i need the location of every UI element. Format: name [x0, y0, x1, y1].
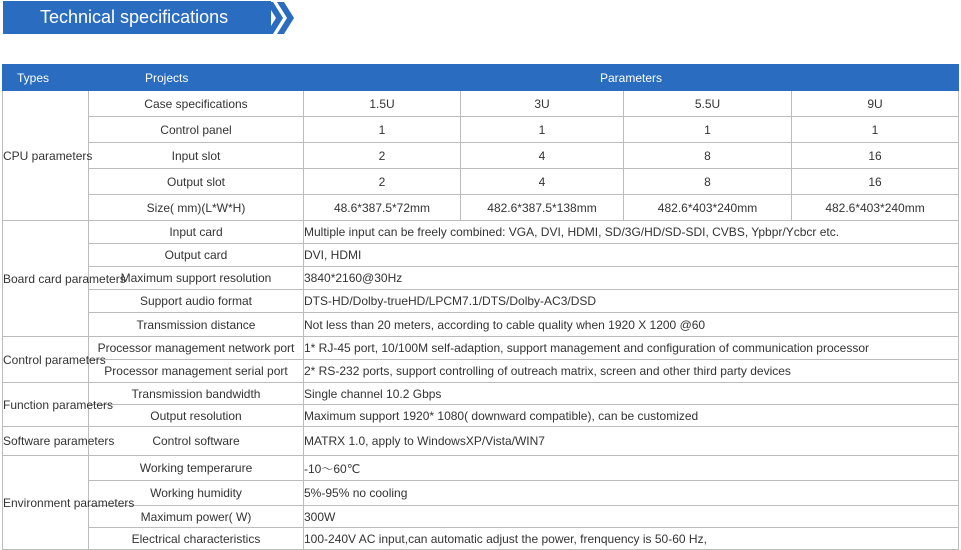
- table-row: [3, 456, 959, 481]
- type-software: Software parameters: [3, 427, 89, 456]
- value-cell: Single channel 10.2 Gbps: [304, 383, 959, 405]
- header-types: Types: [3, 65, 89, 91]
- value-cell: 5%-95% no cooling: [304, 481, 959, 506]
- type-control: Control parameters: [3, 337, 89, 383]
- table-row: [3, 313, 959, 337]
- value-cell: 48.6*387.5*72mm: [304, 195, 461, 221]
- project-cell: Electrical characteristics: [89, 528, 304, 550]
- table-row: [3, 117, 959, 143]
- table-row: [3, 290, 959, 313]
- table-header-row: [3, 65, 959, 91]
- table-row: [3, 528, 959, 550]
- table-row: [3, 267, 959, 290]
- type-environment: Environment parameters: [3, 456, 89, 550]
- value-cell: 1: [461, 117, 624, 143]
- project-cell: Processor management network port: [89, 337, 304, 360]
- table-row: [3, 427, 959, 456]
- project-cell: Case specifications: [89, 91, 304, 117]
- table-row: [3, 169, 959, 195]
- value-cell: Not less than 20 meters, according to cable quality when 1920 X 1200 @60: [304, 313, 959, 337]
- table-row: [3, 506, 959, 528]
- project-cell: Working humidity: [89, 481, 304, 506]
- value-cell: 3U: [461, 91, 624, 117]
- value-cell: 482.6*387.5*138mm: [461, 195, 624, 221]
- project-cell: Input card: [89, 221, 304, 244]
- value-cell: 1: [304, 117, 461, 143]
- project-cell: Maximum power( W): [89, 506, 304, 528]
- project-cell: Transmission bandwidth: [89, 383, 304, 405]
- project-cell: Output slot: [89, 169, 304, 195]
- value-cell: 482.6*403*240mm: [792, 195, 959, 221]
- value-cell: 300W: [304, 506, 959, 528]
- value-cell: 5.5U: [624, 91, 792, 117]
- value-cell: 2: [304, 143, 461, 169]
- table-row: [3, 360, 959, 383]
- value-cell: 8: [624, 169, 792, 195]
- project-cell: Output resolution: [89, 405, 304, 427]
- value-cell: DVI, HDMI: [304, 244, 959, 267]
- table-row: [3, 405, 959, 427]
- value-cell: 100-240V AC input,can automatic adjust the power, frenquency is 50-60 Hz,: [304, 528, 959, 550]
- value-cell: 4: [461, 169, 624, 195]
- section-title: Technical specifications: [40, 7, 229, 27]
- value-cell: 1: [624, 117, 792, 143]
- value-cell: 1: [792, 117, 959, 143]
- value-cell: DTS-HD/Dolby-trueHD/LPCM7.1/DTS/Dolby-AC3/DSD: [304, 290, 959, 313]
- project-cell: Maximum support resolution: [89, 267, 304, 290]
- header-parameters: Parameters: [304, 65, 959, 91]
- project-cell: Processor management serial port: [89, 360, 304, 383]
- value-cell: 1.5U: [304, 91, 461, 117]
- value-cell: 1* RJ-45 port, 10/100M self-adaption, support management and configuration of communication processor: [304, 337, 959, 360]
- value-cell: 16: [792, 143, 959, 169]
- project-cell: Input slot: [89, 143, 304, 169]
- table-row: [3, 337, 959, 360]
- table-row: [3, 221, 959, 244]
- table-row: [3, 244, 959, 267]
- table-row: [3, 143, 959, 169]
- section-banner: [3, 1, 271, 34]
- value-cell: 9U: [792, 91, 959, 117]
- type-function: Function parameters: [3, 383, 89, 427]
- table-row: [3, 195, 959, 221]
- project-cell: Output card: [89, 244, 304, 267]
- project-cell: Transmission distance: [89, 313, 304, 337]
- project-cell: Control panel: [89, 117, 304, 143]
- value-cell: 4: [461, 143, 624, 169]
- project-cell: Support audio format: [89, 290, 304, 313]
- header-projects: Projects: [89, 65, 304, 91]
- value-cell: Multiple input can be freely combined: VGA, DVI, HDMI, SD/3G/HD/SD-SDI, CVBS, Ypbpr/Ycbcr etc.: [304, 221, 959, 244]
- value-cell: -10～60℃: [304, 456, 959, 481]
- value-cell: 2* RS-232 ports, support controlling of outreach matrix, screen and other third party devices: [304, 360, 959, 383]
- value-cell: 16: [792, 169, 959, 195]
- value-cell: 3840*2160@30Hz: [304, 267, 959, 290]
- value-cell: 8: [624, 143, 792, 169]
- type-cpu: CPU parameters: [3, 91, 89, 221]
- value-cell: Maximum support 1920* 1080( downward compatible), can be customized: [304, 405, 959, 427]
- double-chevron-right-icon: [264, 1, 298, 35]
- table-row: [3, 481, 959, 506]
- type-board-card: Board card parameters: [3, 221, 89, 337]
- specifications-table: [2, 64, 959, 550]
- value-cell: 2: [304, 169, 461, 195]
- project-cell: Control software: [89, 427, 304, 456]
- project-cell: Working temperarure: [89, 456, 304, 481]
- table-row: [3, 383, 959, 405]
- table-row: [3, 91, 959, 117]
- value-cell: 482.6*403*240mm: [624, 195, 792, 221]
- project-cell: Size( mm)(L*W*H): [89, 195, 304, 221]
- value-cell: MATRX 1.0, apply to WindowsXP/Vista/WIN7: [304, 427, 959, 456]
